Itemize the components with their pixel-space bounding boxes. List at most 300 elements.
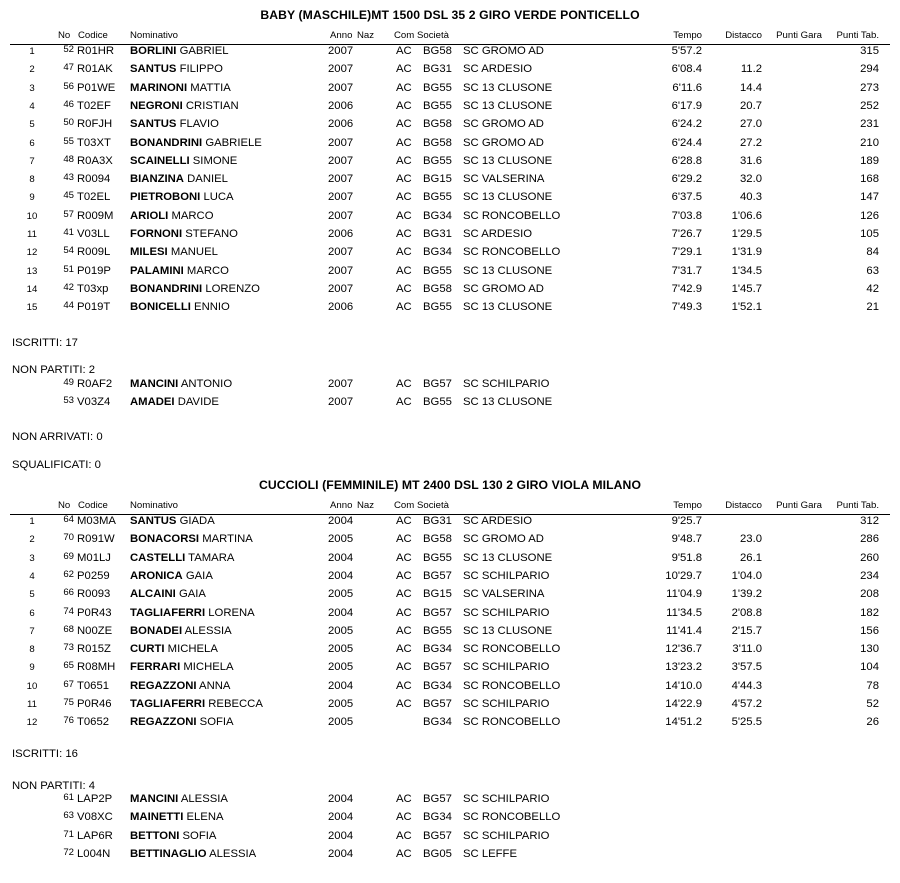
entries-count: ISCRITTI: 16 [12, 748, 78, 760]
time-cell: 7'29.1 [671, 246, 702, 259]
athlete-surname: MANCINI [130, 378, 179, 390]
club-code-cell: BG34 [423, 679, 452, 692]
athlete-firstname: MARTINA [202, 533, 253, 546]
bib-number-cell: 46 [63, 98, 74, 110]
result-row [0, 623, 900, 641]
club-name-cell: SC SCHILPARIO [463, 793, 550, 805]
club-name-cell: SC 13 CLUSONE [463, 191, 553, 204]
gap-cell: 27.2 [740, 136, 762, 149]
athlete-firstname: LORENA [208, 606, 255, 619]
bib-number-cell: 57 [63, 208, 74, 220]
position-cell: 13 [26, 265, 38, 277]
time-cell: 6'29.2 [671, 173, 702, 186]
time-cell: 7'31.7 [671, 264, 702, 277]
time-cell: 6'28.8 [671, 154, 702, 167]
club-name-cell: SC 13 CLUSONE [463, 551, 553, 564]
time-cell: 11'04.9 [666, 588, 702, 601]
birth-year-cell: 2007 [328, 246, 354, 259]
athlete-surname: SANTUS [130, 63, 177, 76]
athlete-surname: REGAZZONI [130, 679, 197, 692]
club-code-cell: BG34 [423, 246, 452, 259]
gap-cell: 20.7 [740, 99, 762, 112]
table-points-cell: 42 [866, 282, 879, 295]
table-points-cell: 234 [860, 569, 879, 582]
bib-number-cell: 76 [63, 715, 74, 727]
birth-year-cell: 2005 [328, 716, 354, 729]
club-code-cell: BG57 [423, 606, 452, 619]
club-name-cell: SC GROMO AD [463, 136, 544, 149]
bib-number-cell: 65 [63, 660, 74, 672]
club-code-cell: BG55 [423, 301, 452, 314]
athlete-code-cell: M01LJ [77, 551, 111, 564]
athlete-name-cell [130, 228, 238, 240]
athlete-surname: PIETROBONI [130, 191, 201, 204]
athlete-code-cell: P019P [77, 264, 111, 277]
club-code-cell: BG55 [423, 154, 452, 167]
table-points-cell: 52 [866, 698, 879, 710]
position-cell: 6 [29, 137, 35, 149]
gap-cell: 1'52.1 [731, 301, 762, 314]
result-row [0, 43, 900, 61]
bib-number-cell: 44 [63, 300, 74, 312]
result-row [0, 153, 900, 171]
column-header-soc: Società [417, 500, 449, 511]
result-row [0, 263, 900, 281]
gap-cell: 1'34.5 [731, 264, 762, 277]
table-points-cell: 312 [860, 515, 879, 527]
position-cell: 7 [29, 155, 35, 167]
club-code-cell: BG58 [423, 282, 452, 295]
athlete-name-cell [130, 830, 216, 842]
bib-number-cell: 56 [63, 80, 74, 92]
entries-count: ISCRITTI: 17 [12, 337, 78, 349]
athlete-surname: MARINONI [130, 81, 188, 94]
club-name-cell: SC VALSERINA [463, 588, 545, 601]
club-code-cell: BG55 [423, 624, 452, 637]
result-row [0, 281, 900, 299]
athlete-name-cell [130, 210, 214, 222]
committee-cell: AC [396, 45, 412, 57]
birth-year-cell: 2007 [328, 63, 354, 76]
athlete-surname: CURTI [130, 643, 165, 656]
gap-cell: 1'29.5 [731, 228, 762, 240]
table-points-cell: 126 [860, 209, 879, 222]
club-name-cell: SC 13 CLUSONE [463, 99, 553, 112]
result-row [0, 605, 900, 623]
athlete-surname: PALAMINI [130, 264, 184, 277]
athlete-code-cell: T02EL [77, 191, 111, 204]
athlete-firstname: GABRIEL [179, 45, 229, 57]
athlete-code-cell: R015Z [77, 643, 111, 656]
club-code-cell: BG55 [423, 191, 452, 204]
athlete-name-cell [130, 45, 229, 57]
gap-cell: 1'45.7 [731, 282, 762, 295]
time-cell: 9'51.8 [671, 551, 702, 564]
committee-cell: AC [396, 191, 412, 204]
table-points-cell: 26 [866, 716, 879, 729]
athlete-name-cell [130, 378, 232, 390]
column-header-pt: Punti Tab. [836, 30, 879, 41]
athlete-name-cell [130, 118, 219, 130]
position-cell: 4 [29, 570, 35, 582]
bib-number-cell: 64 [63, 514, 74, 525]
committee-cell: AC [396, 515, 412, 527]
committee-cell: AC [396, 228, 412, 240]
non-started-row [0, 809, 900, 827]
birth-year-cell: 2004 [328, 551, 354, 564]
athlete-code-cell: T0652 [77, 716, 110, 729]
time-cell: 9'48.7 [671, 533, 702, 546]
position-cell: 1 [29, 516, 35, 527]
time-cell: 7'03.8 [671, 209, 702, 222]
gap-cell: 1'39.2 [731, 588, 762, 601]
athlete-name-cell [130, 301, 230, 313]
result-row [0, 80, 900, 98]
club-code-cell: BG05 [423, 847, 452, 860]
committee-cell: AC [396, 378, 412, 390]
gap-cell: 4'57.2 [731, 698, 762, 710]
athlete-firstname: SOFIA [199, 716, 234, 729]
birth-year-cell: 2007 [328, 282, 354, 295]
club-name-cell: SC 13 CLUSONE [463, 396, 553, 409]
athlete-firstname: MARCO [171, 209, 214, 222]
birth-year-cell: 2006 [328, 99, 354, 112]
athlete-surname: ARONICA [130, 569, 183, 582]
club-name-cell: SC LEFFE [463, 847, 517, 860]
athlete-code-cell: P0259 [77, 569, 110, 582]
bib-number-cell: 63 [63, 810, 74, 822]
race-title: CUCCIOLI (FEMMINILE) MT 2400 DSL 130 2 GIRO VIOLA MILANO [258, 478, 642, 492]
position-cell: 8 [29, 174, 35, 186]
athlete-code-cell: P019T [77, 301, 111, 314]
athlete-surname: SCAINELLI [130, 154, 190, 167]
column-header-dist: Distacco [725, 500, 762, 511]
athlete-name-cell [130, 63, 223, 75]
table-points-cell: 315 [860, 45, 879, 57]
athlete-name-cell [130, 848, 256, 860]
athlete-name-cell [130, 265, 229, 277]
athlete-surname: MAINETTI [130, 811, 184, 824]
gap-cell: 5'25.5 [731, 716, 762, 729]
committee-cell: AC [396, 99, 412, 112]
table-points-cell: 156 [860, 624, 879, 637]
bib-number-cell: 47 [63, 62, 74, 74]
athlete-firstname: REBECCA [208, 698, 263, 710]
result-row [0, 659, 900, 677]
committee-cell: AC [396, 154, 412, 167]
committee-cell: AC [396, 811, 412, 824]
column-header-naz: Naz [357, 30, 375, 41]
birth-year-cell: 2004 [328, 569, 354, 582]
result-row [0, 714, 900, 732]
column-header-pg: Punti Gara [776, 30, 822, 41]
athlete-firstname: MICHELA [183, 661, 234, 674]
position-cell: 7 [29, 625, 35, 637]
result-row [0, 135, 900, 153]
table-points-cell: 104 [860, 661, 879, 674]
time-cell: 14'22.9 [665, 698, 702, 710]
committee-cell: AC [396, 136, 412, 149]
club-code-cell: BG15 [423, 588, 452, 601]
athlete-code-cell: R08MH [77, 661, 116, 674]
athlete-code-cell: R0A3X [77, 154, 113, 167]
column-header-time: Tempo [673, 500, 702, 511]
athlete-code-cell: R0093 [77, 588, 111, 601]
athlete-code-cell: V03Z4 [77, 396, 111, 409]
time-cell: 11'34.5 [666, 606, 702, 619]
athlete-surname: ALCAINI [130, 588, 176, 601]
time-cell: 10'29.7 [665, 569, 702, 582]
position-cell: 12 [26, 247, 38, 259]
result-row [0, 696, 900, 714]
bib-number-cell: 48 [63, 153, 74, 165]
committee-cell: AC [396, 209, 412, 222]
result-row [0, 171, 900, 189]
gap-cell: 26.1 [740, 551, 762, 564]
athlete-name-cell [130, 283, 260, 295]
gap-cell: 2'08.8 [731, 606, 762, 619]
athlete-firstname: ALESSIA [184, 624, 232, 637]
position-cell: 10 [26, 680, 38, 692]
table-points-cell: 189 [860, 154, 879, 167]
athlete-surname: BETTINAGLIO [130, 847, 207, 860]
athlete-name-cell [130, 607, 255, 619]
gap-cell: 2'15.7 [731, 624, 762, 637]
club-code-cell: BG58 [423, 136, 452, 149]
athlete-firstname: ANNA [199, 679, 231, 692]
athlete-surname: MILESI [130, 246, 168, 259]
gap-cell: 40.3 [740, 191, 762, 204]
column-header-pt: Punti Tab. [836, 500, 879, 511]
club-name-cell: SC GROMO AD [463, 282, 544, 295]
table-points-cell: 147 [860, 191, 879, 204]
birth-year-cell: 2004 [328, 793, 354, 805]
club-name-cell: SC RONCOBELLO [463, 679, 561, 692]
athlete-firstname: MARCO [186, 264, 229, 277]
birth-year-cell: 2005 [328, 661, 354, 674]
position-cell: 6 [29, 607, 35, 619]
athlete-name-cell [130, 811, 224, 823]
club-code-cell: BG57 [423, 829, 452, 842]
position-cell: 9 [29, 192, 35, 204]
position-cell: 2 [29, 534, 35, 546]
birth-year-cell: 2007 [328, 191, 354, 204]
athlete-surname: TAGLIAFERRI [130, 698, 206, 710]
athlete-firstname: FLAVIO [179, 118, 219, 131]
position-cell: 4 [29, 100, 35, 112]
time-cell: 12'36.7 [665, 643, 702, 656]
table-points-cell: 210 [860, 136, 879, 149]
athlete-firstname: MICHELA [167, 643, 218, 656]
club-code-cell: BG31 [423, 515, 452, 527]
athlete-surname: TAGLIAFERRI [130, 606, 206, 619]
club-name-cell: SC RONCOBELLO [463, 643, 561, 656]
athlete-surname: BORLINI [130, 45, 177, 57]
birth-year-cell: 2005 [328, 588, 354, 601]
club-name-cell: SC 13 CLUSONE [463, 301, 553, 314]
athlete-code-cell: LAP2P [77, 793, 113, 805]
committee-cell: AC [396, 698, 412, 710]
disqualified-count: SQUALIFICATI: 0 [12, 459, 101, 471]
athlete-code-cell: LAP6R [77, 829, 113, 842]
athlete-name-cell [130, 643, 218, 655]
table-points-cell: 84 [866, 246, 879, 259]
time-cell: 6'24.4 [671, 136, 702, 149]
bib-number-cell: 68 [63, 623, 74, 635]
bib-number-cell: 49 [63, 377, 74, 388]
club-name-cell: SC 13 CLUSONE [463, 154, 553, 167]
athlete-firstname: ALESSIA [180, 793, 228, 805]
time-cell: 7'26.7 [671, 228, 702, 240]
athlete-firstname: ELENA [186, 811, 224, 824]
committee-cell: AC [396, 793, 412, 805]
not-finished-count: NON ARRIVATI: 0 [12, 431, 103, 443]
athlete-firstname: GABRIELE [205, 136, 262, 149]
bib-number-cell: 51 [63, 263, 74, 275]
column-header-naz: Naz [357, 500, 375, 511]
birth-year-cell: 2005 [328, 698, 354, 710]
position-cell: 1 [29, 46, 35, 57]
athlete-surname: BONANDRINI [130, 136, 203, 149]
athlete-surname: SANTUS [130, 515, 177, 527]
result-row [0, 641, 900, 659]
column-header-code: Codice [78, 500, 108, 511]
athlete-surname: SANTUS [130, 118, 177, 131]
athlete-surname: BONICELLI [130, 301, 191, 314]
club-name-cell: SC ARDESIO [463, 63, 533, 76]
committee-cell: AC [396, 588, 412, 601]
bib-number-cell: 55 [63, 135, 74, 147]
bib-number-cell: 71 [63, 828, 74, 840]
athlete-surname: BETTONI [130, 829, 180, 842]
athlete-name-cell [130, 716, 234, 728]
column-header-name: Nominativo [130, 30, 178, 41]
gap-cell: 31.6 [740, 154, 762, 167]
bib-number-cell: 67 [63, 678, 74, 690]
result-row [0, 61, 900, 79]
club-name-cell: SC VALSERINA [463, 173, 545, 186]
bib-number-cell: 43 [63, 172, 74, 184]
column-header-com: Com [394, 500, 415, 511]
birth-year-cell: 2004 [328, 515, 354, 527]
position-cell: 11 [27, 229, 37, 240]
time-cell: 7'42.9 [671, 282, 702, 295]
athlete-surname: AMADEI [130, 396, 175, 409]
committee-cell: AC [396, 624, 412, 637]
gap-cell: 4'44.3 [731, 679, 762, 692]
athlete-code-cell: R01HR [77, 45, 115, 57]
athlete-code-cell: V08XC [77, 811, 113, 824]
athlete-surname: BONANDRINI [130, 282, 203, 295]
athlete-firstname: STEFANO [185, 228, 238, 240]
athlete-code-cell: R009L [77, 246, 111, 259]
club-name-cell: SC ARDESIO [463, 228, 533, 240]
birth-year-cell: 2006 [328, 118, 354, 131]
non-started-label: NON PARTITI: 4 [12, 780, 96, 792]
time-cell: 13'23.2 [665, 661, 702, 674]
club-code-cell: BG34 [423, 811, 452, 824]
athlete-surname: FORNONI [130, 228, 183, 240]
birth-year-cell: 2004 [328, 829, 354, 842]
committee-cell: AC [396, 81, 412, 94]
athlete-surname: BONADEI [130, 624, 183, 637]
birth-year-cell: 2007 [328, 45, 354, 57]
bib-number-cell: 62 [63, 568, 74, 580]
committee-cell: AC [396, 396, 412, 409]
bib-number-cell: 52 [63, 44, 74, 55]
club-name-cell: SC SCHILPARIO [463, 606, 550, 619]
column-header-code: Codice [78, 30, 108, 41]
result-row [0, 299, 900, 317]
athlete-firstname: MANUEL [170, 246, 218, 259]
time-cell: 7'49.3 [671, 301, 702, 314]
committee-cell: AC [396, 264, 412, 277]
committee-cell: AC [396, 282, 412, 295]
club-code-cell: BG57 [423, 661, 452, 674]
bib-number-cell: 66 [63, 587, 74, 599]
result-row [0, 531, 900, 549]
time-cell: 5'57.2 [671, 45, 702, 57]
result-row [0, 98, 900, 116]
athlete-firstname: ANTONIO [180, 378, 233, 390]
athlete-code-cell: T02EF [77, 99, 111, 112]
athlete-firstname: CRISTIAN [185, 99, 239, 112]
birth-year-cell: 2007 [328, 173, 354, 186]
result-row [0, 226, 900, 244]
position-cell: 9 [29, 662, 35, 674]
result-row [0, 244, 900, 262]
club-name-cell: SC SCHILPARIO [463, 661, 550, 674]
birth-year-cell: 2004 [328, 606, 354, 619]
club-name-cell: SC GROMO AD [463, 533, 544, 546]
club-name-cell: SC SCHILPARIO [463, 378, 550, 390]
table-points-cell: 286 [860, 533, 879, 546]
club-name-cell: SC RONCOBELLO [463, 716, 561, 729]
column-header-time: Tempo [673, 30, 702, 41]
gap-cell: 11.2 [740, 63, 762, 76]
time-cell: 6'17.9 [671, 99, 702, 112]
bib-number-cell: 75 [63, 697, 74, 708]
athlete-code-cell: R0AF2 [77, 378, 113, 390]
athlete-surname: REGAZZONI [130, 716, 197, 729]
non-started-row [0, 394, 900, 412]
bib-number-cell: 53 [63, 395, 74, 407]
bib-number-cell: 70 [63, 532, 74, 544]
athlete-name-cell [130, 793, 228, 805]
club-code-cell: BG55 [423, 396, 452, 409]
birth-year-cell: 2004 [328, 811, 354, 824]
athlete-code-cell: P0R46 [77, 698, 112, 710]
table-points-cell: 63 [866, 264, 879, 277]
athlete-name-cell [130, 570, 213, 582]
athlete-name-cell [130, 698, 263, 710]
committee-cell: AC [396, 173, 412, 186]
column-header-year: Anno [330, 30, 353, 41]
club-name-cell: SC SCHILPARIO [463, 569, 550, 582]
club-code-cell: BG31 [423, 228, 452, 240]
result-row [0, 678, 900, 696]
table-points-cell: 105 [860, 228, 879, 240]
bib-number-cell: 72 [63, 846, 74, 858]
club-code-cell: BG34 [423, 209, 452, 222]
athlete-name-cell [130, 137, 262, 149]
bib-number-cell: 69 [63, 550, 74, 562]
club-name-cell: SC SCHILPARIO [463, 829, 550, 842]
table-points-cell: 260 [860, 551, 879, 564]
athlete-firstname: GIADA [179, 515, 215, 527]
athlete-code-cell: R01AK [77, 63, 113, 76]
position-cell: 12 [26, 717, 38, 729]
